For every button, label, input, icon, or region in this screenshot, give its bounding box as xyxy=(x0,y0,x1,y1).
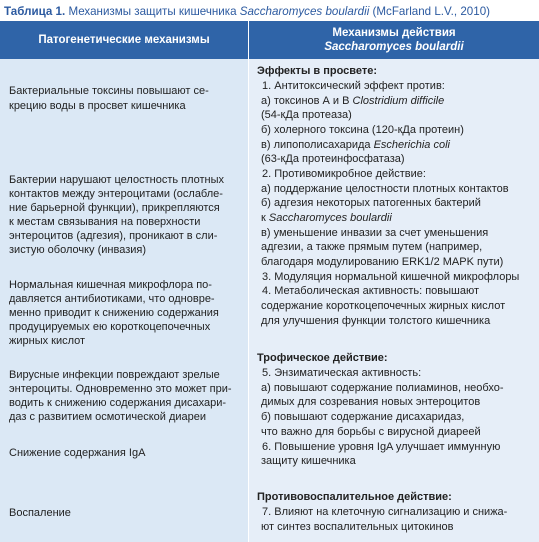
pathogenesis-item-line: Нормальная кишечная микрофлора по- xyxy=(9,279,212,291)
mechanism-line: ют синтез воспалительных цитокинов xyxy=(261,521,454,533)
mechanism-line: адгезии, а также прямым путем (например, xyxy=(261,241,483,253)
mechanism-line: 3. Модуляция нормальной кишечной микрофлоры xyxy=(262,271,520,283)
table-caption xyxy=(4,2,539,22)
pathogenesis-item-line: жирных кислот xyxy=(9,335,86,347)
pathogenesis-item-line: Воспаление xyxy=(9,507,71,519)
pathogenesis-item-line: зистую оболочку (инвазия) xyxy=(9,244,146,256)
mechanisms-column xyxy=(249,59,539,542)
pathogenesis-item-line: даз с развитием осмотической диареи xyxy=(9,411,207,423)
table-body xyxy=(0,59,539,542)
pathogenesis-item-line: контактов между энтероцитами (ослабле- xyxy=(9,188,223,200)
caption-species: Saccharomyces boulardii xyxy=(239,5,370,18)
caption-label: Таблица 1. xyxy=(4,5,66,18)
mechanism-line: к Saccharomyces boulardii xyxy=(261,212,392,224)
mechanism-line: б) повышают содержание дисахаридаз, xyxy=(261,411,465,423)
mechanism-line: димых для созревания новых энтероцитов xyxy=(261,396,481,408)
mechanism-line: 2. Противомикробное действие: xyxy=(262,168,426,180)
effect-section-heading: Трофическое действие: xyxy=(257,352,388,364)
header-col2-line2: Saccharomyces boulardii xyxy=(324,41,464,53)
mechanism-line: (63-кДа протеинфосфатаза) xyxy=(261,153,405,165)
pathogenesis-item-line: крецию воды в просвет кишечника xyxy=(9,100,186,112)
pathogenesis-item-line: Бактериальные токсины повышают се- xyxy=(9,85,209,97)
header-col-mechanisms xyxy=(249,21,539,59)
pathogenesis-item-line: ние барьерной функции), прикрепляются xyxy=(9,202,220,214)
pathogenesis-item-line: энтероцитов (адгезия), проникают в сли- xyxy=(9,230,218,242)
mechanism-line: (54-кДа протеаза) xyxy=(261,109,352,121)
mechanism-line: 7. Влияют на клеточную сигнализацию и снижа- xyxy=(262,506,508,518)
header-col2-line1: Механизмы действия xyxy=(332,27,456,39)
mechanism-line: в) уменьшение инвазии за счет уменьшения xyxy=(261,227,489,239)
mechanism-line: а) повышают содержание полиаминов, необхо- xyxy=(261,382,504,394)
header-col-pathogenetic: Патогенетические механизмы xyxy=(38,34,210,46)
pathogenesis-item-line: Бактерии нарушают целостность плотных xyxy=(9,174,225,186)
pathogenesis-item-line: Снижение содержания IgA xyxy=(9,447,146,459)
mechanism-line: б) адгезия некоторых патогенных бактерий xyxy=(261,197,481,209)
pathogenetic-column xyxy=(0,59,248,542)
pathogenesis-item-line: менно приводит к снижению содержания xyxy=(9,307,219,319)
table-header xyxy=(0,21,539,59)
mechanism-line: для улучшения функции толстого кишечника xyxy=(261,315,491,327)
mechanism-line: 4. Метаболическая активность: повышают xyxy=(262,285,480,297)
mechanism-line: защиту кишечника xyxy=(261,455,356,467)
effect-section-heading: Противовоспалительное действие: xyxy=(257,491,452,503)
caption-text: Механизмы защиты кишечника xyxy=(68,5,240,18)
mechanism-line: а) поддержание целостности плотных контактов xyxy=(261,183,509,195)
pathogenesis-item-line: продуцируемых ею короткоцепочечных xyxy=(9,321,211,333)
mechanism-line: содержание короткоцепочечных жирных кислот xyxy=(261,300,506,312)
mechanism-line: что важно для борьбы с вирусной диареей xyxy=(261,426,481,438)
pathogenesis-item-line: Вирусные инфекции повреждают зрелые xyxy=(9,369,220,381)
caption-source: (McFarland L.V., 2010) xyxy=(369,5,491,18)
pathogenesis-item-line: водить к снижению содержания дисахари- xyxy=(9,397,227,409)
mechanism-line: 1. Антитоксический эффект против: xyxy=(262,80,445,92)
mechanism-line: 6. Повышение уровня IgA улучшает иммунную xyxy=(262,441,501,453)
mechanism-line: в) липополисахарида Escherichia coli xyxy=(261,139,450,151)
mechanism-line: а) токсинов А и В Clostridium difficile xyxy=(261,95,445,107)
mechanism-line: 5. Энзиматическая активность: xyxy=(262,367,422,379)
mechanism-line: благодаря модулированию ERK1/2 MAPK пути) xyxy=(261,256,504,268)
pathogenesis-item-line: к местам связывания на поверхности xyxy=(9,216,201,228)
mechanism-line: б) холерного токсина (120-кДа протеин) xyxy=(261,124,464,136)
effect-section-heading: Эффекты в просвете: xyxy=(257,65,378,77)
pathogenesis-item-line: давляется антибиотиками, что одновре- xyxy=(9,293,215,305)
pathogenesis-item-line: энтероциты. Одновременно это может при- xyxy=(9,383,232,395)
